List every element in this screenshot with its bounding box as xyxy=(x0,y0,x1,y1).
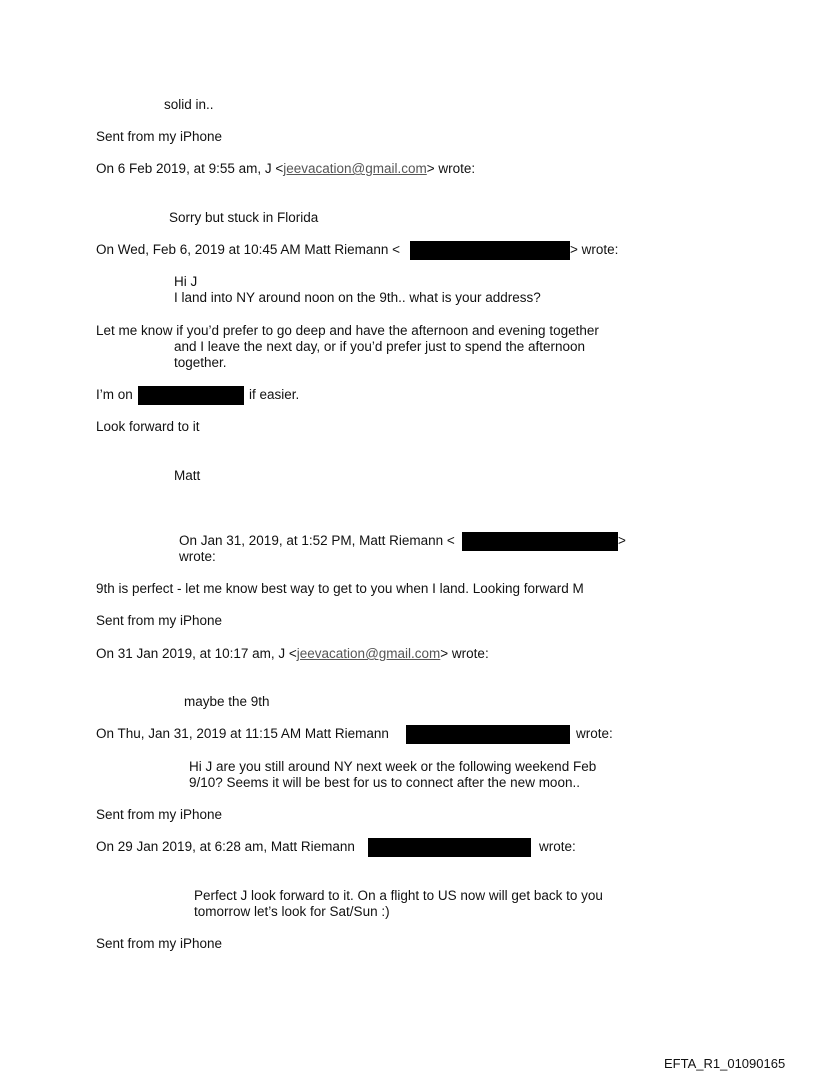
header-text: > wrote: xyxy=(570,242,619,257)
message-text: solid in.. xyxy=(164,97,214,112)
message-text: Hi J xyxy=(174,274,198,289)
message-text: 9/10? Seems it will be best for us to connect after the new moon.. xyxy=(189,775,580,790)
message-text: 9th is perfect - let me know best way to get to you when I land. Looking forward M xyxy=(96,581,584,596)
redaction-box xyxy=(410,241,570,260)
header-text: > xyxy=(618,533,626,548)
message-text: Perfect J look forward to it. On a flight to US now will get back to you xyxy=(194,888,603,903)
email-link[interactable]: jeevacation@gmail.com xyxy=(296,646,441,661)
reply-header: On Jan 31, 2019, at 1:52 PM, Matt Riemann < xyxy=(179,533,455,548)
message-text: and I leave the next day, or if you’d prefer just to spend the afternoon xyxy=(174,339,586,354)
message-text: I’m on xyxy=(96,387,133,402)
message-text: Let me know if you’d prefer to go deep and have the afternoon and evening together xyxy=(96,323,599,338)
redaction-box xyxy=(368,838,531,857)
header-text: > wrote: xyxy=(440,646,489,661)
signature-line: Sent from my iPhone xyxy=(96,807,223,822)
email-link[interactable]: jeevacation@gmail.com xyxy=(283,161,427,176)
reply-header xyxy=(96,646,489,662)
header-text: On 6 Feb 2019, at 9:55 am, J < xyxy=(96,161,284,176)
message-text: together. xyxy=(174,355,227,370)
message-text: Hi J are you still around NY next week or the following weekend Feb xyxy=(189,759,597,774)
reply-header: On Wed, Feb 6, 2019 at 10:45 AM Matt Riemann < xyxy=(96,242,401,257)
signature-line: Sent from my iPhone xyxy=(96,613,223,628)
document-id: EFTA_R1_01090165 xyxy=(664,1056,786,1071)
message-text: maybe the 9th xyxy=(184,694,270,709)
message-text: Matt xyxy=(174,468,201,483)
header-text: > wrote: xyxy=(426,161,476,176)
message-text: if easier. xyxy=(249,387,300,402)
signature-line: Sent from my iPhone xyxy=(96,129,223,144)
redaction-box xyxy=(406,725,570,744)
message-text: Sorry but stuck in Florida xyxy=(169,210,319,225)
redaction-box xyxy=(138,386,244,405)
header-text: wrote: xyxy=(576,726,613,741)
reply-header xyxy=(96,161,475,177)
message-text: tomorrow let’s look for Sat/Sun :) xyxy=(194,904,390,919)
message-text: Look forward to it xyxy=(96,419,200,434)
message-text: I land into NY around noon on the 9th.. what is your address? xyxy=(174,290,541,305)
header-text: wrote: xyxy=(539,839,576,854)
header-text: On 31 Jan 2019, at 10:17 am, J < xyxy=(96,646,297,661)
signature-line: Sent from my iPhone xyxy=(96,936,223,951)
header-text: wrote: xyxy=(179,549,216,564)
reply-header: On 29 Jan 2019, at 6:28 am, Matt Riemann xyxy=(96,839,355,854)
reply-header: On Thu, Jan 31, 2019 at 11:15 AM Matt Riemann xyxy=(96,726,389,741)
redaction-box xyxy=(462,532,618,551)
